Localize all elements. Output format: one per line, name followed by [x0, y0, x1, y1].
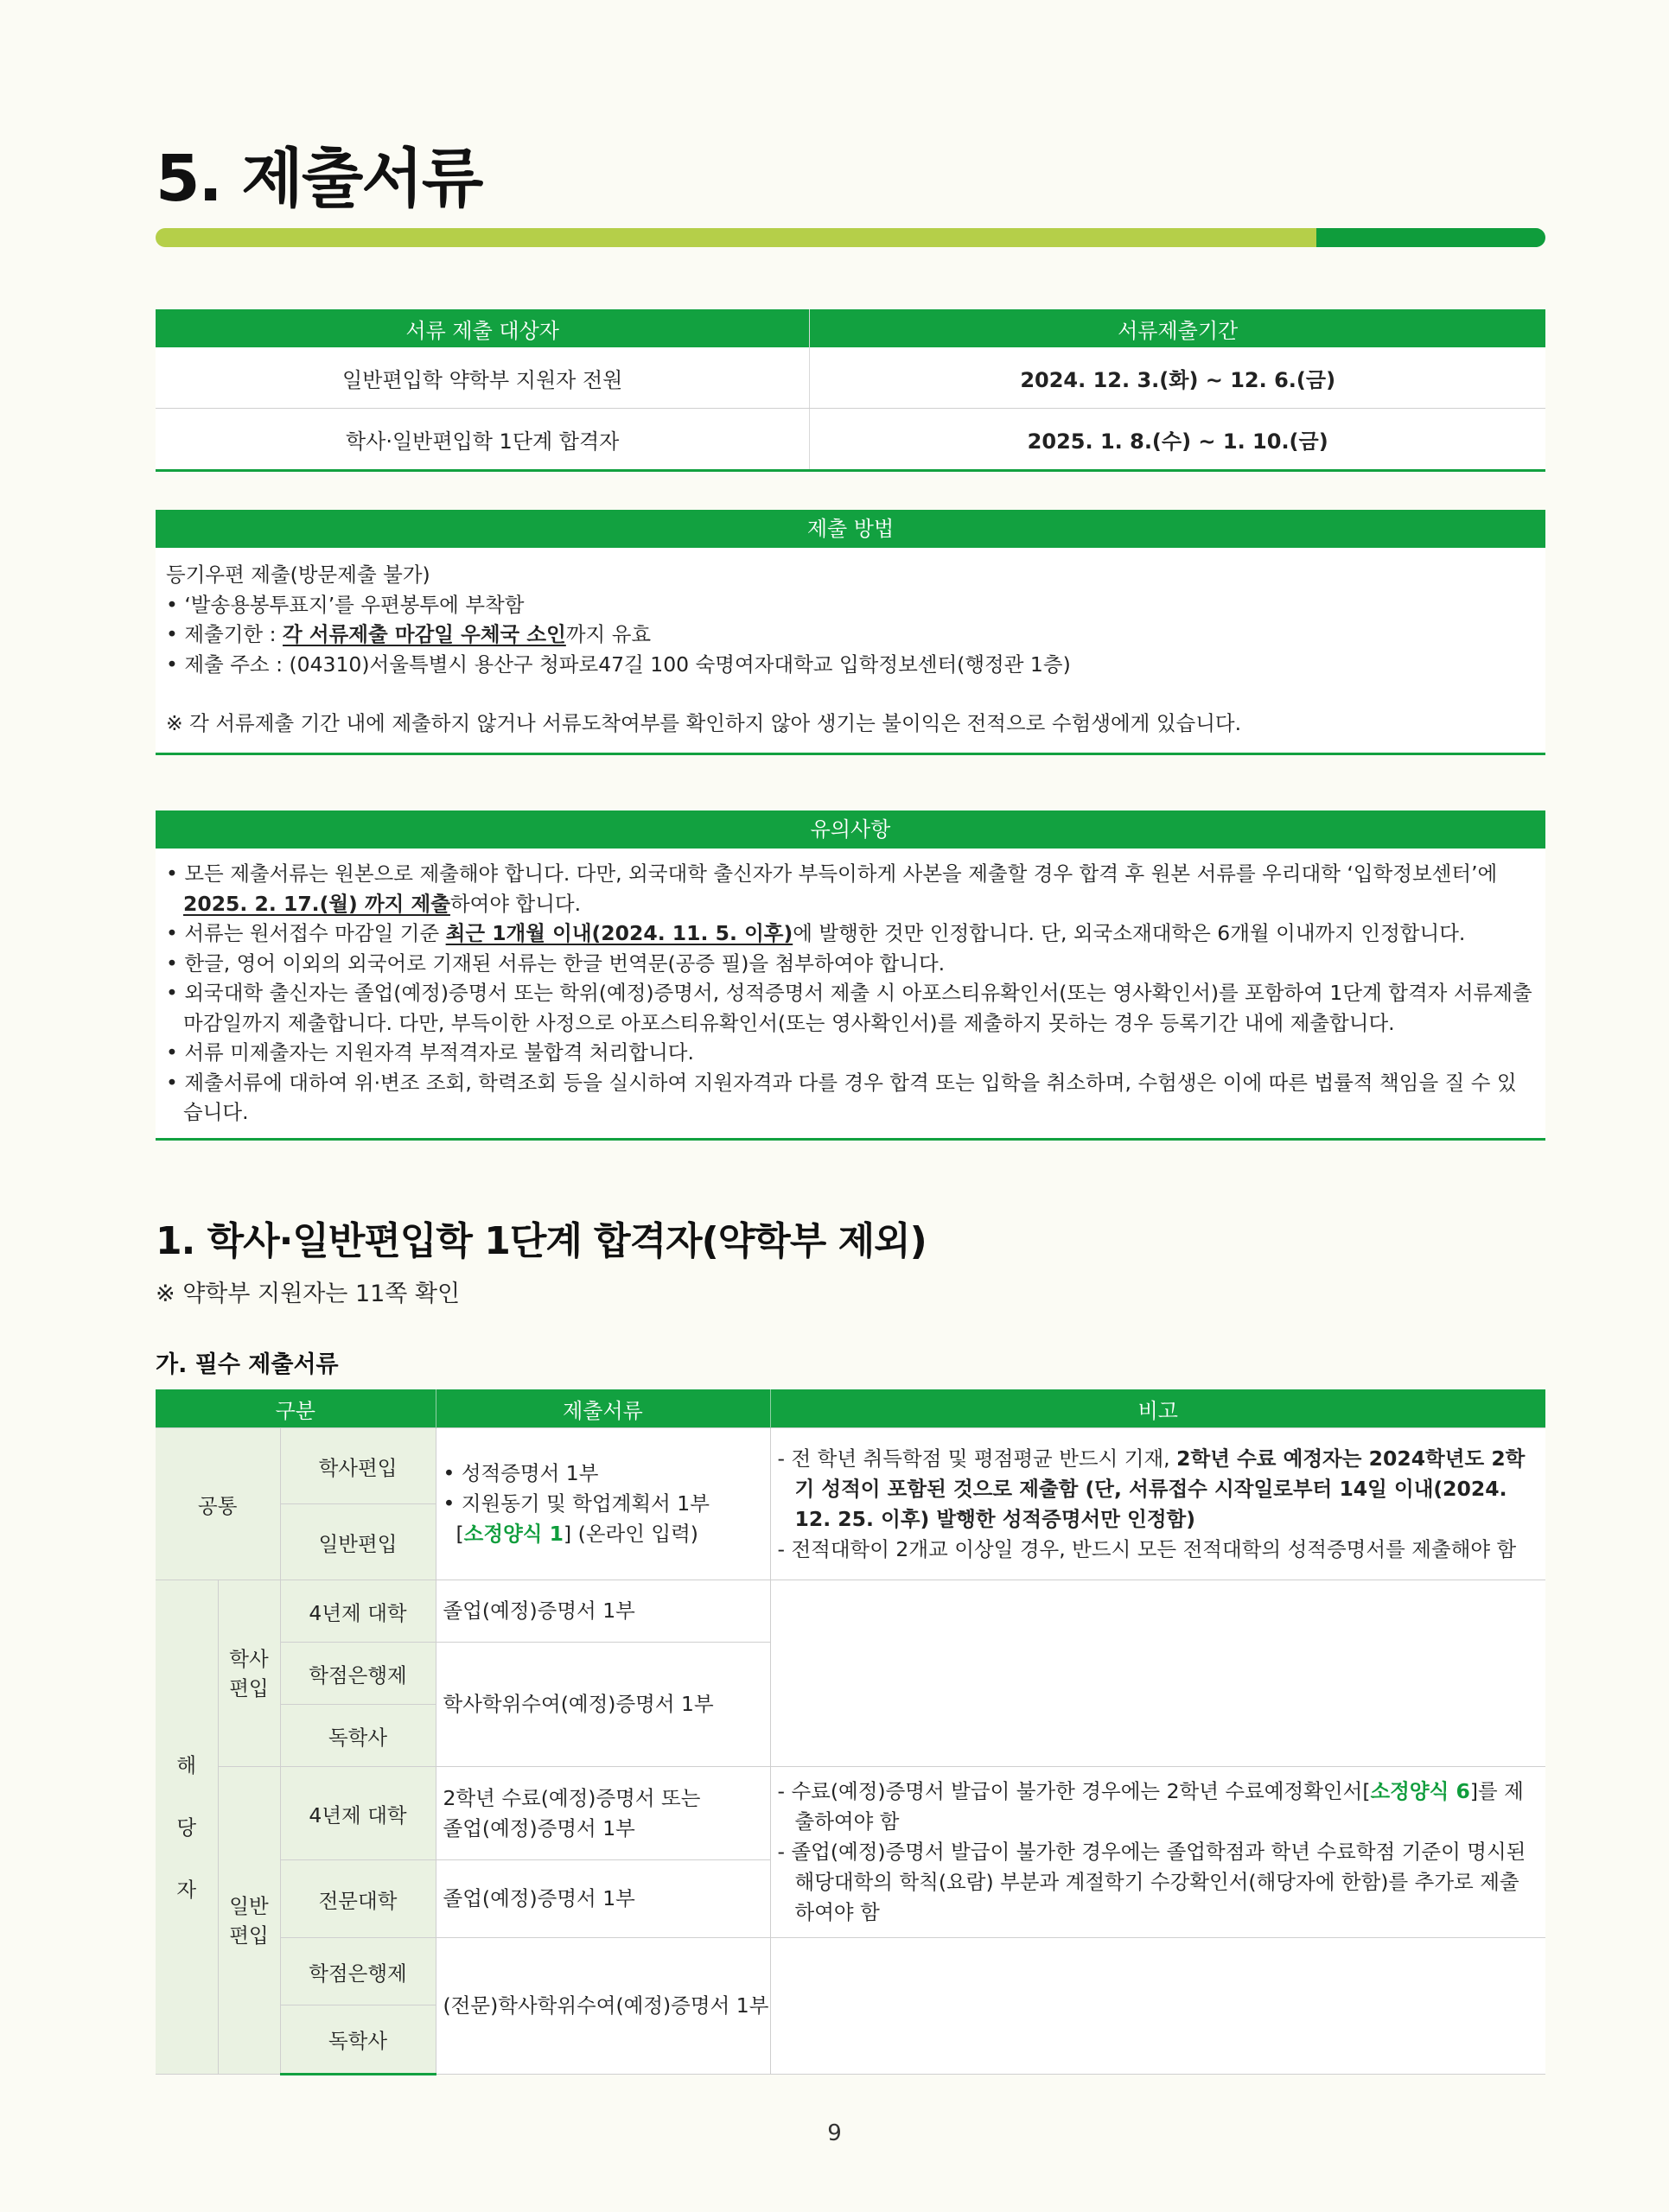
haksa-credit-bank: 학점은행제: [280, 1643, 436, 1705]
caution-item: • 서류는 원서접수 마감일 기준 최근 1개월 이내(2024. 11. 5. 이후)에 발행한 것만 인정합니다. 단, 외국소재대학은 6개월 이내까지 인정합니다.: [166, 921, 1466, 945]
category-applicable: 해 당 자: [156, 1580, 218, 2075]
common-remarks: - 전 학년 취득학점 및 평점평균 반드시 기재, 2학년 수료 예정자는 2024학년도 2학기 성적이 포함된 것으로 제출함 (단, 서류접수 시작일로부터 14일 이내(2024. 12. 25. 이후) 발행한 성적증명서만 인정함) - 전적대학이 2개교 이상일 경우, 반드시 모든 전적대학의 성적증명서를 제출해야 함: [770, 1428, 1545, 1580]
caution-header: 유의사항: [156, 810, 1545, 849]
common-docs: • 성적증명서 1부 • 지원동기 및 학업계획서 1부 [소정양식 1] (온라인 입력): [436, 1428, 770, 1580]
schedule-table: [156, 309, 1545, 472]
page-number: 9: [827, 2120, 842, 2146]
caution-item: • 외국대학 출신자는 졸업(예정)증명서 또는 학위(예정)증명서, 성적증명서 제출 시 아포스티유확인서(또는 영사확인서)를 포함하여 1단계 합격자 서류제출 마감일까지 제출합니다. 다만, 부득이한 사정으로 아포스티유확인서(또는 영사확인서)를 제출하지 못하는 경우 등록기간 내에 제출합니다.: [166, 981, 1532, 1035]
ilban-remarks: - 수료(예정)증명서 발급이 불가한 경우에는 2학년 수료예정확인서[소정양식 6]를 제출하여야 함 - 졸업(예정)증명서 발급이 불가한 경우에는 졸업학점과 학년 수료학점 기준이 명시된 해당대학의 학칙(요람) 부분과 계절학기 수강확인서(해당자에 한함)를 추가로 제출하여야 함: [770, 1767, 1545, 1938]
title-underline-green: [1316, 228, 1545, 247]
ilban-junior-doc: 졸업(예정)증명서 1부: [436, 1860, 770, 1938]
method-deadline: • 제출기한 : 각 서류제출 마감일 우체국 소인까지 유효: [166, 622, 652, 646]
table-row: [156, 1580, 1545, 1643]
required-docs-title: 가. 필수 제출서류: [156, 1351, 339, 1378]
ilban-4yr: 4년제 대학: [280, 1767, 436, 1860]
category-haksa-transfer: 학사 편입: [218, 1580, 280, 1767]
haksa-4yr: 4년제 대학: [280, 1580, 436, 1643]
req-header-remarks: 비고: [770, 1389, 1545, 1428]
required-docs-table: [156, 1389, 1545, 2075]
subsection-title: 1. 학사·일반편입학 1단계 합격자(약학부 제외): [156, 1219, 927, 1263]
category-common: 공통: [156, 1428, 280, 1580]
haksa-self-study: 독학사: [280, 1705, 436, 1767]
ilban-junior-college: 전문대학: [280, 1860, 436, 1938]
haksa-4yr-doc: 졸업(예정)증명서 1부: [436, 1580, 770, 1643]
caution-item: • 한글, 영어 이외의 외국어로 기재된 서류는 한글 번역문(공증 필)을 첨부하여야 합니다.: [166, 950, 946, 976]
table-row: [156, 1767, 1545, 1860]
caution-item: • 제출서류에 대하여 위·변조 조회, 학력조회 등을 실시하여 지원자격과 다를 경우 합격 또는 입학을 취소하며, 수험생은 이에 따른 법률적 책임을 질 수 있습니다.: [166, 1070, 1517, 1124]
title-underline-lime: [156, 228, 1316, 247]
subsection-note: ※ 약학부 지원자는 11쪽 확인: [156, 1281, 461, 1307]
schedule-period: 2025. 1. 8.(수) ~ 1. 10.(금): [810, 409, 1545, 471]
ilban-credit-bank: 학점은행제: [280, 1938, 436, 2005]
schedule-period: 2024. 12. 3.(화) ~ 12. 6.(금): [810, 347, 1545, 409]
caution-box: [156, 810, 1545, 1141]
ilban-self-study: 독학사: [280, 2005, 436, 2075]
method-note: ※ 각 서류제출 기간 내에 제출하지 않거나 서류도착여부를 확인하지 않아 생기는 불이익은 전적으로 수험생에게 있습니다.: [166, 711, 1242, 735]
category-ilban-transfer: 일반 편입: [218, 1767, 280, 2075]
submission-method-box: [156, 510, 1545, 755]
ilban-other-remarks: [770, 1938, 1545, 2075]
category-haksa: 학사편입: [280, 1428, 436, 1504]
table-row: [156, 1428, 1545, 1504]
section-title: 5. 제출서류: [156, 142, 482, 216]
caution-item: • 모든 제출서류는 원본으로 제출해야 합니다. 다만, 외국대학 출신자가 부득이하게 사본을 제출할 경우 합격 후 원본 서류를 우리대학 ‘입학정보센터’에 2025. 2. 17.(월) 까지 제출하여야 합니다.: [166, 861, 1498, 916]
table-row: [156, 1938, 1545, 2005]
req-header-category: 구분: [156, 1389, 436, 1428]
schedule-target: 학사·일반편입학 1단계 합격자: [156, 409, 810, 471]
haksa-other-doc: 학사학위수여(예정)증명서 1부: [436, 1643, 770, 1767]
method-address: • 제출 주소 : (04310)서울특별시 용산구 청파로47길 100 숙명여자대학교 입학정보센터(행정관 1층): [166, 652, 1071, 677]
ilban-other-doc: (전문)학사학위수여(예정)증명서 1부: [436, 1938, 770, 2075]
caution-item: • 서류 미제출자는 지원자격 부적격자로 불합격 처리합니다.: [166, 1040, 694, 1065]
method-line: 등기우편 제출(방문제출 불가): [166, 563, 430, 587]
req-header-docs: 제출서류: [436, 1389, 770, 1428]
table-row: [156, 409, 1545, 471]
schedule-header-target: 서류 제출 대상자: [156, 309, 810, 347]
haksa-remarks: [770, 1580, 1545, 1767]
ilban-4yr-doc: 2학년 수료(예정)증명서 또는 졸업(예정)증명서 1부: [436, 1767, 770, 1860]
category-ilban: 일반편입: [280, 1504, 436, 1580]
method-line: • ‘발송용봉투표지’를 우편봉투에 부착함: [166, 592, 525, 617]
schedule-target: 일반편입학 약학부 지원자 전원: [156, 347, 810, 409]
schedule-header-period: 서류제출기간: [810, 309, 1545, 347]
submission-method-header: 제출 방법: [156, 510, 1545, 548]
table-row: [156, 347, 1545, 409]
